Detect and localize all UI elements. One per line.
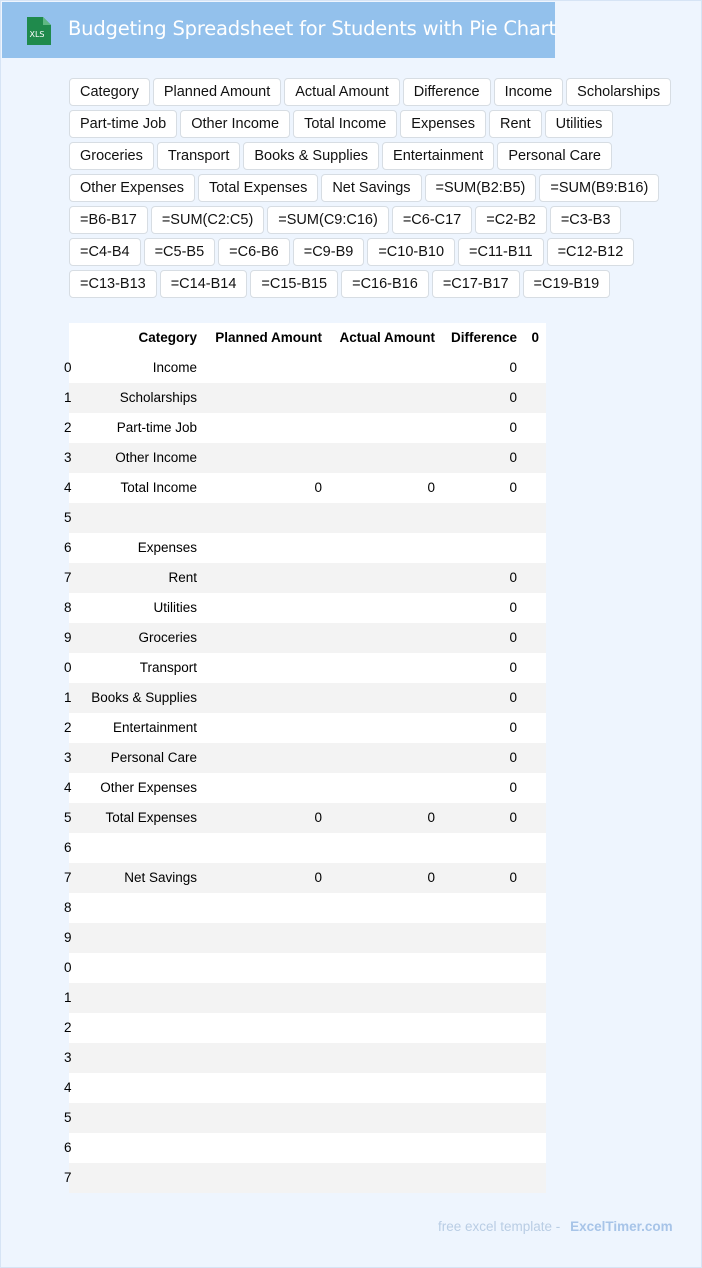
row-index: 5 — [64, 810, 72, 825]
actual-amount-cell — [322, 743, 435, 773]
actual-amount-cell — [322, 443, 435, 473]
actual-amount-cell: 0 — [427, 870, 435, 885]
row-index: 2 — [64, 720, 72, 735]
actual-amount-cell — [322, 383, 435, 413]
row-index: 8 — [64, 900, 72, 915]
table-row — [64, 1013, 546, 1043]
column-chip[interactable]: =C6-C17 — [392, 206, 472, 234]
category-cell: Expenses — [137, 540, 197, 555]
planned-amount-cell — [197, 1163, 322, 1193]
actual-amount-cell: 0 — [427, 810, 435, 825]
planned-amount-cell — [197, 1133, 322, 1163]
column-chip[interactable]: Actual Amount — [284, 78, 400, 106]
category-cell: Personal Care — [110, 750, 197, 765]
actual-amount-cell — [322, 1043, 435, 1073]
category-cell: Scholarships — [119, 390, 197, 405]
planned-amount-cell — [197, 1013, 322, 1043]
actual-amount-cell — [322, 773, 435, 803]
category-cell — [69, 1073, 197, 1103]
column-chip[interactable]: Total Income — [293, 110, 397, 138]
column-chip[interactable]: =C5-B5 — [144, 238, 216, 266]
planned-amount-cell — [197, 593, 322, 623]
column-chip[interactable]: Expenses — [400, 110, 486, 138]
column-chip[interactable]: Groceries — [69, 142, 154, 170]
table-row — [64, 1043, 546, 1073]
row-index: 7 — [64, 570, 72, 585]
row-index: 3 — [64, 750, 72, 765]
category-cell — [69, 923, 197, 953]
row-index: 2 — [64, 420, 72, 435]
row-index: 8 — [64, 600, 72, 615]
header-planned-amount: Planned Amount — [215, 330, 322, 345]
column-chip[interactable]: Entertainment — [382, 142, 494, 170]
actual-amount-cell — [322, 533, 435, 563]
table-row — [64, 623, 546, 653]
category-cell: Entertainment — [112, 720, 197, 735]
table-row — [64, 533, 546, 563]
difference-cell: 0 — [509, 870, 517, 885]
column-chip[interactable]: Rent — [489, 110, 542, 138]
table-row — [64, 983, 546, 1013]
difference-cell: 0 — [509, 750, 517, 765]
column-chip-list — [69, 78, 689, 298]
actual-amount-cell — [322, 1013, 435, 1043]
actual-amount-cell — [322, 833, 435, 863]
actual-amount-cell — [322, 653, 435, 683]
table-row — [64, 593, 546, 623]
row-index: 6 — [64, 840, 72, 855]
planned-amount-cell — [197, 443, 322, 473]
table-row — [64, 1163, 546, 1193]
category-cell: Net Savings — [124, 870, 197, 885]
column-chip[interactable]: Other Income — [180, 110, 290, 138]
actual-amount-cell — [322, 353, 435, 383]
category-cell: Income — [152, 360, 197, 375]
table-row — [64, 353, 546, 383]
table-row — [64, 953, 546, 983]
row-index: 3 — [64, 1050, 72, 1065]
planned-amount-cell — [197, 923, 322, 953]
actual-amount-cell — [322, 593, 435, 623]
planned-amount-cell — [197, 983, 322, 1013]
table-row — [64, 863, 546, 893]
row-index: 6 — [64, 540, 72, 555]
planned-amount-cell — [197, 893, 322, 923]
category-cell: Rent — [168, 570, 197, 585]
row-index: 7 — [64, 1170, 72, 1185]
difference-cell: 0 — [509, 390, 517, 405]
table-row — [64, 503, 546, 533]
footer-brand-link[interactable]: ExcelTimer.com — [570, 1219, 673, 1234]
category-cell — [69, 983, 197, 1013]
table-row — [64, 443, 546, 473]
spreadsheet-table — [64, 323, 546, 1193]
column-chip[interactable]: Part-time Job — [69, 110, 177, 138]
table-row — [64, 773, 546, 803]
column-chip[interactable]: =C10-B10 — [367, 238, 455, 266]
actual-amount-cell — [322, 413, 435, 443]
planned-amount-cell: 0 — [314, 870, 322, 885]
difference-cell — [435, 893, 517, 923]
row-index: 1 — [64, 990, 72, 1005]
column-chip[interactable]: =C13-B13 — [69, 270, 157, 298]
column-chip[interactable]: =C19-B19 — [523, 270, 611, 298]
row-index: 0 — [64, 660, 72, 675]
header-actual-amount: Actual Amount — [339, 330, 435, 345]
actual-amount-cell — [322, 1103, 435, 1133]
planned-amount-cell — [197, 1043, 322, 1073]
planned-amount-cell — [197, 773, 322, 803]
difference-cell — [435, 1133, 517, 1163]
difference-cell: 0 — [509, 660, 517, 675]
table-row — [64, 413, 546, 443]
row-index: 2 — [64, 1020, 72, 1035]
planned-amount-cell — [197, 743, 322, 773]
table-row — [64, 923, 546, 953]
table-row — [64, 563, 546, 593]
row-index: 4 — [64, 780, 72, 795]
column-chip[interactable]: =SUM(B2:B5) — [425, 174, 537, 202]
planned-amount-cell — [197, 533, 322, 563]
row-index: 1 — [64, 690, 72, 705]
actual-amount-cell — [322, 953, 435, 983]
column-chip[interactable]: Planned Amount — [153, 78, 281, 106]
actual-amount-cell — [322, 893, 435, 923]
category-cell — [69, 1013, 197, 1043]
actual-amount-cell — [322, 923, 435, 953]
difference-cell: 0 — [509, 420, 517, 435]
category-cell — [69, 503, 197, 533]
difference-cell — [435, 953, 517, 983]
difference-cell: 0 — [509, 810, 517, 825]
planned-amount-cell — [197, 413, 322, 443]
difference-cell: 0 — [509, 720, 517, 735]
actual-amount-cell — [322, 1073, 435, 1103]
header-extra: 0 — [531, 330, 539, 345]
actual-amount-cell — [322, 563, 435, 593]
row-index: 1 — [64, 390, 72, 405]
category-cell — [69, 893, 197, 923]
difference-cell — [435, 1073, 517, 1103]
row-index: 4 — [64, 480, 72, 495]
row-index: 0 — [64, 960, 72, 975]
column-chip[interactable]: =C14-B14 — [160, 270, 248, 298]
category-cell — [69, 953, 197, 983]
svg-text:XLS: XLS — [29, 30, 45, 39]
difference-cell: 0 — [509, 570, 517, 585]
row-index: 5 — [64, 1110, 72, 1125]
planned-amount-cell — [197, 653, 322, 683]
footer-credit — [438, 1219, 673, 1234]
row-index: 4 — [64, 1080, 72, 1095]
difference-cell — [435, 1103, 517, 1133]
difference-cell: 0 — [509, 690, 517, 705]
category-cell: Transport — [139, 660, 197, 675]
header-difference: Difference — [450, 330, 517, 345]
difference-cell: 0 — [509, 600, 517, 615]
table-row — [64, 473, 546, 503]
column-chip[interactable]: =SUM(C9:C16) — [267, 206, 389, 234]
column-chip[interactable]: =C6-B6 — [218, 238, 290, 266]
row-index: 9 — [64, 630, 72, 645]
planned-amount-cell — [197, 683, 322, 713]
actual-amount-cell — [322, 983, 435, 1013]
column-chip[interactable]: =C4-B4 — [69, 238, 141, 266]
difference-cell: 0 — [509, 450, 517, 465]
actual-amount-cell — [322, 623, 435, 653]
column-chip[interactable]: Other Expenses — [69, 174, 195, 202]
difference-cell: 0 — [509, 780, 517, 795]
header-category: Category — [138, 330, 197, 345]
column-chip[interactable]: Income — [494, 78, 564, 106]
column-chip[interactable]: Total Expenses — [198, 174, 318, 202]
column-chip[interactable]: Category — [69, 78, 150, 106]
category-cell — [69, 1163, 197, 1193]
difference-cell — [435, 1043, 517, 1073]
category-cell: Utilities — [153, 600, 197, 615]
category-cell — [69, 1103, 197, 1133]
actual-amount-cell — [322, 683, 435, 713]
planned-amount-cell — [197, 353, 322, 383]
table-row — [64, 713, 546, 743]
row-index: 0 — [64, 360, 72, 375]
column-chip[interactable]: =C11-B11 — [458, 238, 544, 266]
difference-cell: 0 — [509, 630, 517, 645]
difference-cell — [435, 983, 517, 1013]
planned-amount-cell — [197, 953, 322, 983]
table-row — [64, 1073, 546, 1103]
table-row — [64, 1103, 546, 1133]
row-index: 3 — [64, 450, 72, 465]
column-chip[interactable]: Utilities — [545, 110, 614, 138]
difference-cell — [435, 923, 517, 953]
actual-amount-cell: 0 — [427, 480, 435, 495]
actual-amount-cell — [322, 1163, 435, 1193]
footer-text: free excel template - — [438, 1219, 561, 1234]
planned-amount-cell — [197, 1103, 322, 1133]
column-chip[interactable]: =C2-B2 — [475, 206, 547, 234]
category-cell: Total Expenses — [105, 810, 197, 825]
category-cell: Part-time Job — [116, 420, 197, 435]
table-row — [64, 743, 546, 773]
column-chip[interactable]: =C15-B15 — [250, 270, 338, 298]
actual-amount-cell — [322, 1133, 435, 1163]
excel-file-icon — [24, 16, 52, 46]
planned-amount-cell — [197, 623, 322, 653]
category-cell: Groceries — [138, 630, 197, 645]
category-cell: Books & Supplies — [91, 690, 197, 705]
row-index: 6 — [64, 1140, 72, 1155]
planned-amount-cell — [197, 503, 322, 533]
column-chip[interactable]: =SUM(B9:B16) — [539, 174, 659, 202]
column-chip[interactable]: Books & Supplies — [243, 142, 379, 170]
row-index: 5 — [64, 510, 72, 525]
planned-amount-cell — [197, 1073, 322, 1103]
column-chip[interactable]: =C12-B12 — [547, 238, 635, 266]
actual-amount-cell — [322, 713, 435, 743]
planned-amount-cell — [197, 563, 322, 593]
table-header-row — [69, 323, 546, 353]
column-chip[interactable]: =C3-B3 — [550, 206, 622, 234]
category-cell: Total Income — [120, 480, 197, 495]
title-banner — [2, 2, 555, 58]
category-cell — [69, 1133, 197, 1163]
difference-cell: 0 — [509, 480, 517, 495]
planned-amount-cell: 0 — [314, 480, 322, 495]
column-chip[interactable]: Scholarships — [566, 78, 671, 106]
difference-cell — [435, 533, 517, 563]
difference-cell — [435, 1163, 517, 1193]
column-chip[interactable]: =SUM(C2:C5) — [151, 206, 264, 234]
difference-cell: 0 — [509, 360, 517, 375]
planned-amount-cell: 0 — [314, 810, 322, 825]
table-row — [64, 1133, 546, 1163]
category-cell: Other Expenses — [100, 780, 197, 795]
difference-cell — [435, 833, 517, 863]
category-cell — [69, 833, 197, 863]
column-chip[interactable]: =C16-B16 — [341, 270, 429, 298]
row-index: 7 — [64, 870, 72, 885]
column-chip[interactable]: Net Savings — [321, 174, 421, 202]
table-row — [64, 683, 546, 713]
planned-amount-cell — [197, 383, 322, 413]
category-cell — [69, 1043, 197, 1073]
column-chip[interactable]: Transport — [157, 142, 241, 170]
planned-amount-cell — [197, 713, 322, 743]
column-chip[interactable]: Difference — [403, 78, 491, 106]
row-index: 9 — [64, 930, 72, 945]
planned-amount-cell — [197, 833, 322, 863]
table-row — [64, 803, 546, 833]
category-cell: Other Income — [115, 450, 197, 465]
column-chip[interactable]: =B6-B17 — [69, 206, 148, 234]
column-chip[interactable]: =C17-B17 — [432, 270, 520, 298]
column-chip[interactable]: Personal Care — [497, 142, 612, 170]
column-chip[interactable]: =C9-B9 — [293, 238, 365, 266]
table-row — [64, 893, 546, 923]
difference-cell — [435, 1013, 517, 1043]
table-row — [64, 833, 546, 863]
table-row — [64, 383, 546, 413]
page-title: Budgeting Spreadsheet for Students with Pie Chart — [68, 17, 556, 40]
actual-amount-cell — [322, 503, 435, 533]
table-row — [64, 653, 546, 683]
difference-cell — [435, 503, 517, 533]
